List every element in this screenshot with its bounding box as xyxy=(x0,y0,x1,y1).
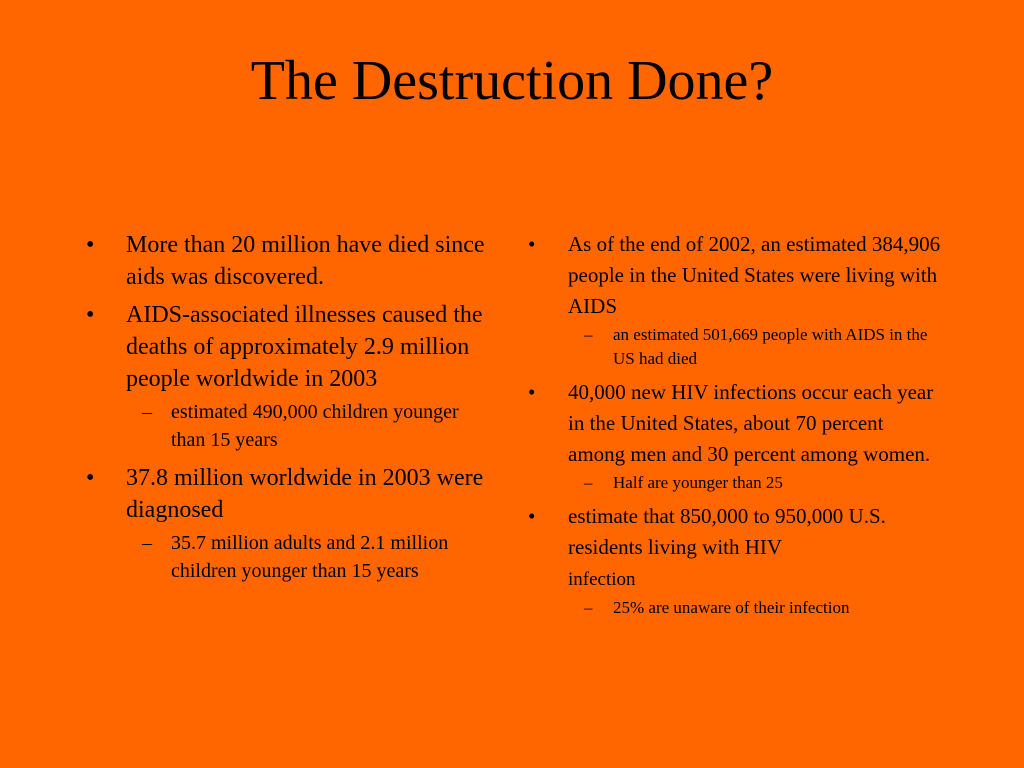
bullet-text: AIDS-associated illnesses caused the deaths of approximately 2.9 million people worldwide in 2003 xyxy=(126,302,483,392)
right-bullet-2-sub-1 xyxy=(528,471,943,495)
left-bullet-2-sub-1 xyxy=(86,398,490,454)
bullet-text-tail: infection xyxy=(568,569,636,590)
dash-marker: – xyxy=(142,401,152,423)
dash-marker: – xyxy=(142,532,152,554)
right-column xyxy=(528,229,943,626)
bullet-marker: • xyxy=(528,380,536,404)
bullet-marker: • xyxy=(86,465,95,491)
bullet-text: 40,000 new HIV infections occur each year in the United States, about 70 percent among men and 30 percent among women. xyxy=(568,380,934,466)
bullet-marker: • xyxy=(528,232,536,256)
bullet-marker: • xyxy=(528,504,536,528)
bullet-marker: • xyxy=(86,302,95,328)
left-bullet-3-sub-1 xyxy=(86,529,490,585)
sub-bullet-text: an estimated 501,669 people with AIDS in the US had died xyxy=(613,325,928,368)
bullet-text: 37.8 million worldwide in 2003 were diagnosed xyxy=(126,465,484,523)
left-column xyxy=(86,229,490,593)
bullet-text: As of the end of 2002, an estimated 384,906 people in the United States were living with AIDS xyxy=(568,232,941,318)
dash-marker: – xyxy=(584,598,593,617)
right-bullet-2 xyxy=(528,377,943,470)
left-bullet-2 xyxy=(86,299,490,395)
bullet-text: More than 20 million have died since aids was discovered. xyxy=(126,232,485,290)
left-bullet-3 xyxy=(86,462,490,526)
left-bullet-1 xyxy=(86,229,490,293)
right-bullet-3 xyxy=(528,501,943,595)
bullet-marker: • xyxy=(86,232,95,258)
sub-bullet-text: 35.7 million adults and 2.1 million children younger than 15 years xyxy=(171,532,449,582)
dash-marker: – xyxy=(584,473,593,492)
right-bullet-1-sub-1 xyxy=(528,323,943,371)
slide-title: The Destruction Done? xyxy=(250,50,774,112)
sub-bullet-text: Half are younger than 25 xyxy=(613,473,783,492)
sub-bullet-text: 25% are unaware of their infection xyxy=(613,598,850,617)
right-bullet-1 xyxy=(528,229,943,322)
dash-marker: – xyxy=(584,325,593,344)
right-bullet-3-sub-1 xyxy=(528,596,943,620)
bullet-text: estimate that 850,000 to 950,000 U.S. residents living with HIV xyxy=(568,504,886,559)
sub-bullet-text: estimated 490,000 children younger than 15 years xyxy=(171,401,459,451)
